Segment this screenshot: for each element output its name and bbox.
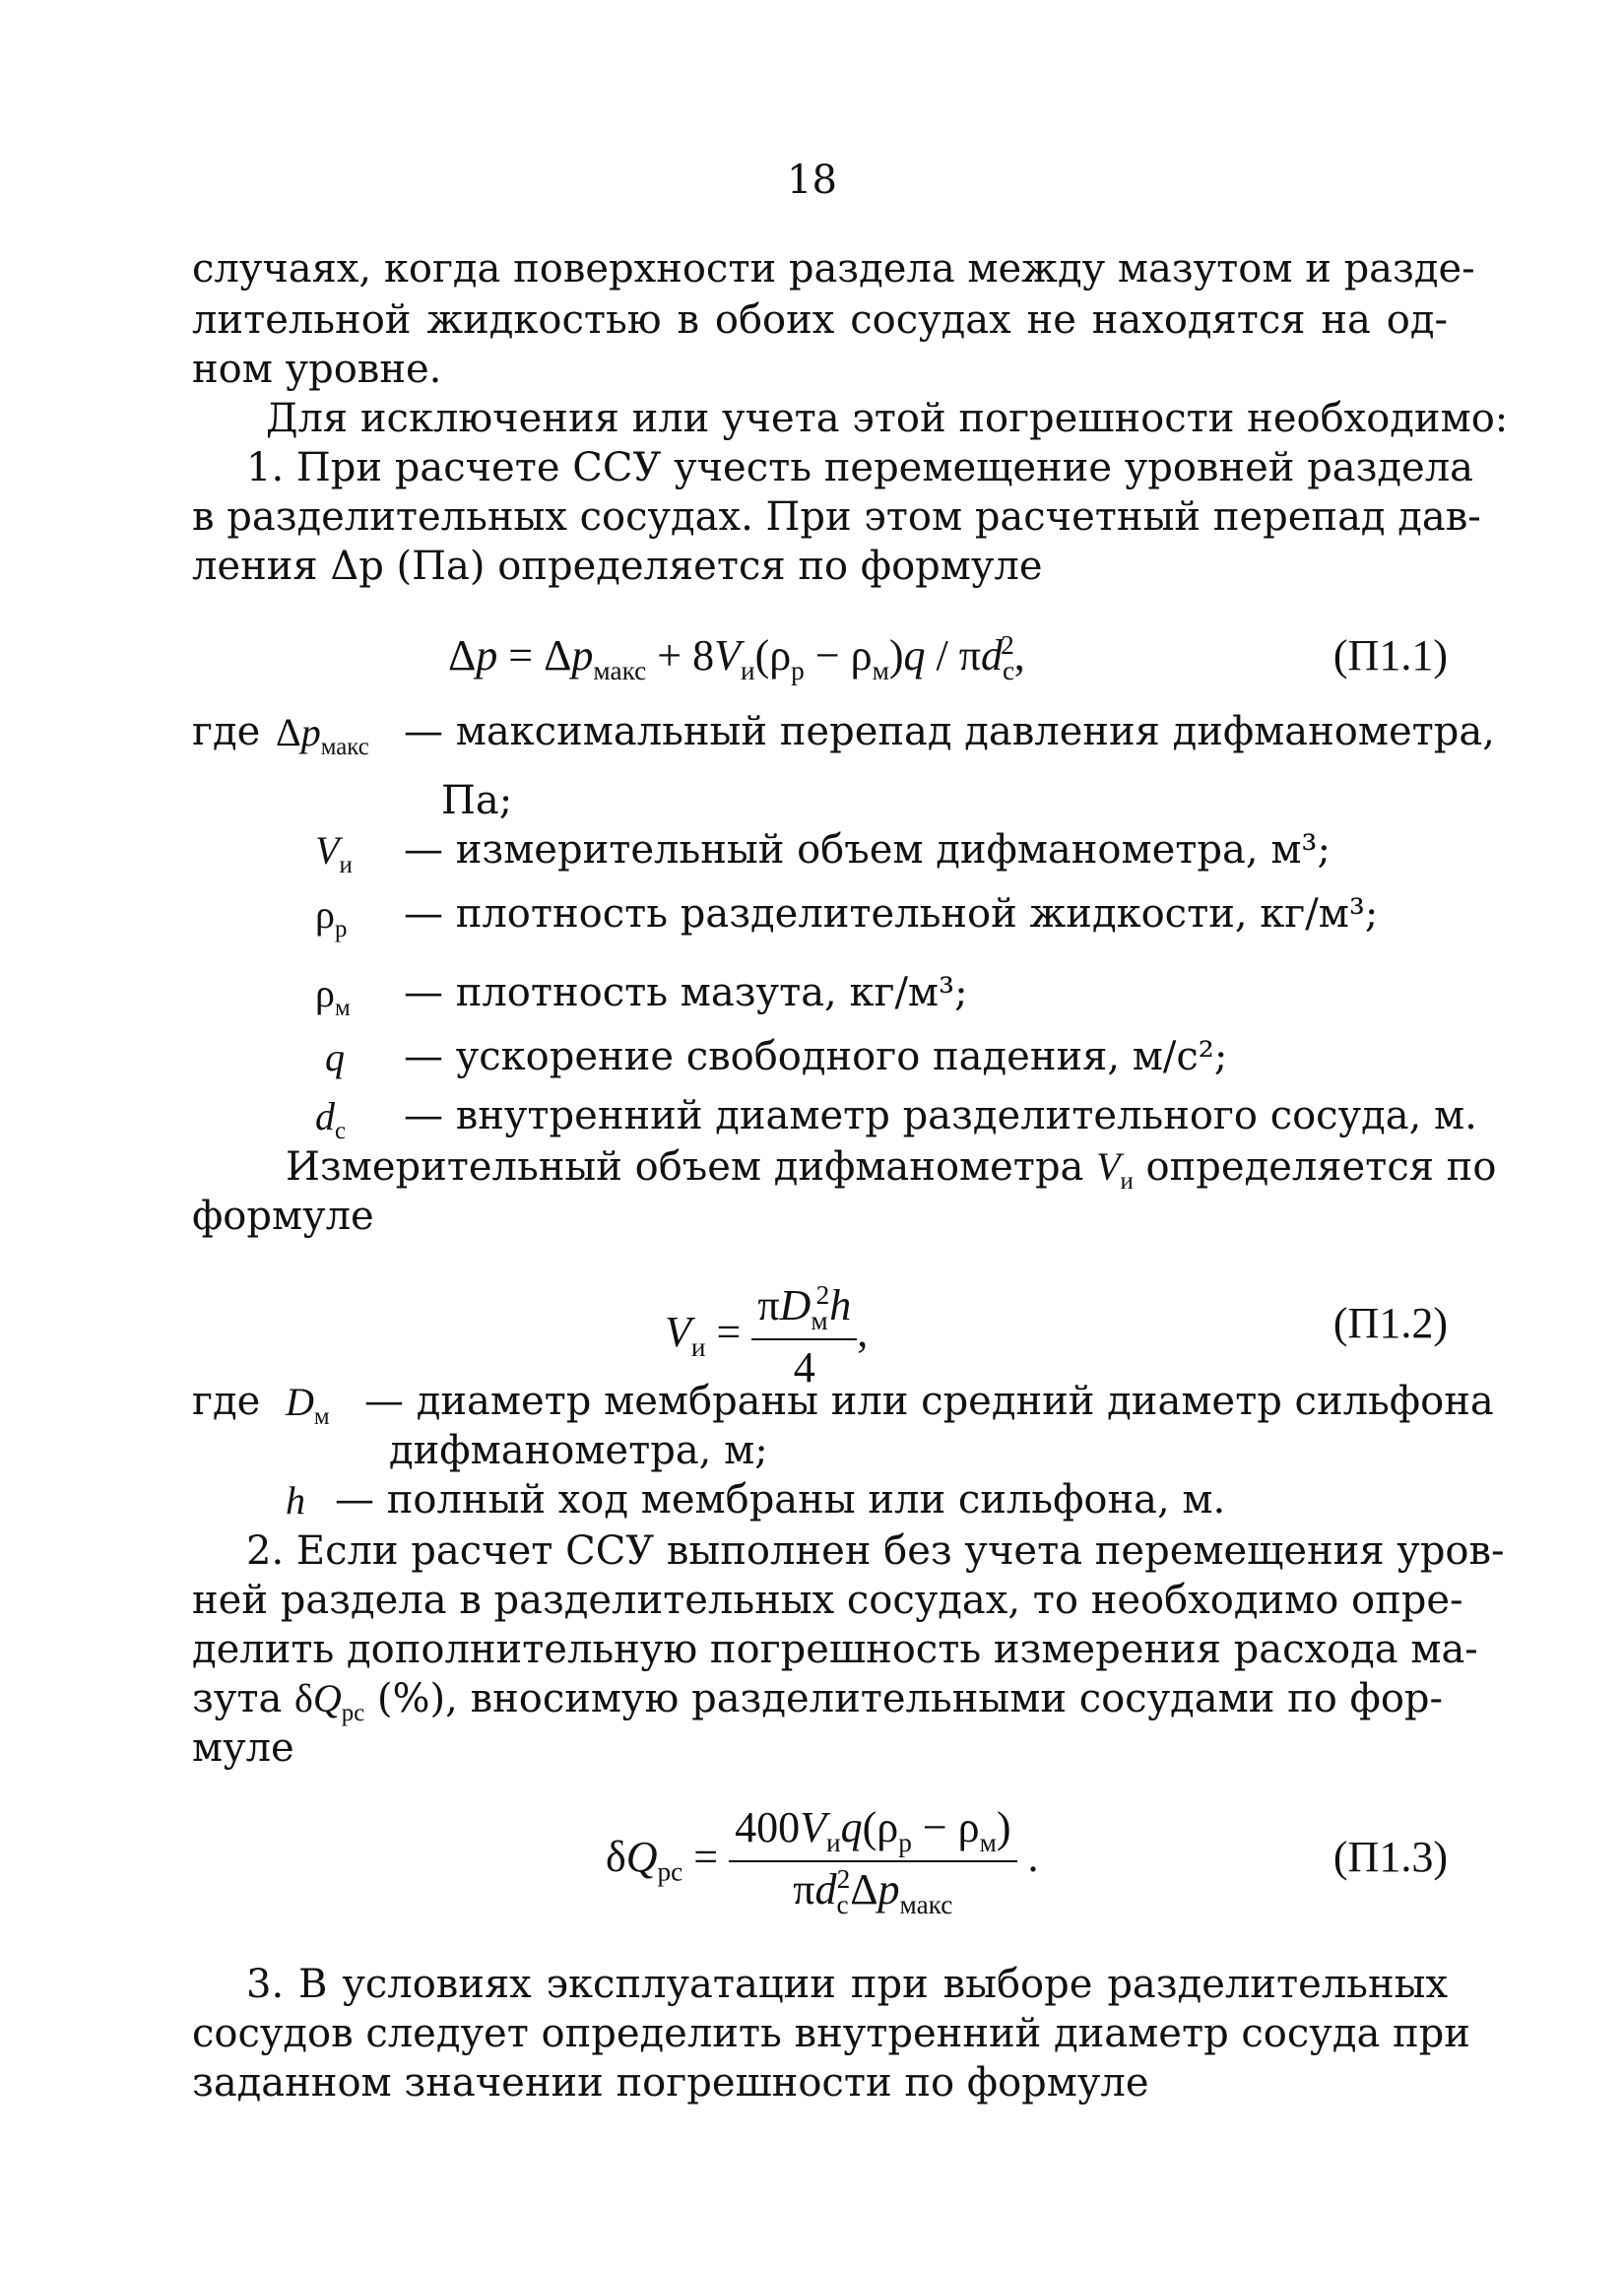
- formula-p1-2-number: (П1.2): [1332, 1299, 1448, 1347]
- symbol-dp-max: $\Delta p_{макс}$: [276, 710, 369, 760]
- formula-p1-2-expression: $V_и$ = $\frac{\pi D_м^2h}{4}$ ,: [665, 1280, 869, 1392]
- item2-line: ней раздела в разделительных сосудах, то необходимо опре-: [192, 1578, 1463, 1623]
- item2-line: 2. Если расчет ССУ выполнен без учета перемещения уров-: [246, 1528, 1505, 1574]
- formula-p1-1-expression: $\Delta p = \Delta p_{макс} + 8V_и(\rho_р - \rho_м)q / \pi d_с^2$,: [448, 630, 1025, 685]
- item2-text-tail: (%), вносимую разделительными сосудами по фор-: [376, 1676, 1444, 1721]
- definition-dm: — диаметр мембраны или средний диаметр сильфона: [364, 1379, 1494, 1424]
- symbol-rho-m: $\rho_м$: [315, 971, 351, 1021]
- definition-dp-max-unit: Па;: [441, 778, 513, 823]
- item3-line: сосудов следует определить внутренний диаметр сосуда при: [192, 2011, 1470, 2056]
- symbol-vi: $V_и$: [315, 828, 353, 878]
- vi-paragraph-text: Измерительный объем дифманометра: [286, 1144, 1084, 1190]
- item2-text: зута: [192, 1676, 283, 1721]
- where-label: где: [192, 709, 261, 754]
- vi-symbol-inline: $V_и$: [1096, 1144, 1134, 1195]
- paragraph-line: ном уровне.: [192, 347, 442, 392]
- formula-p1-1: [192, 630, 1448, 689]
- page-number: 18: [787, 158, 837, 203]
- symbol-h: h: [286, 1478, 305, 1523]
- formula-p1-3-number: (П1.3): [1332, 1833, 1448, 1881]
- symbol-g: q: [325, 1035, 345, 1079]
- where-label-2: где: [192, 1379, 261, 1424]
- item1-line: ления Δр (Па) определяется по формуле: [192, 544, 1043, 589]
- definition-g: — ускорение свободного падения, м/с²;: [404, 1034, 1228, 1079]
- paragraph-line: Для исключения или учета этой погрешности необходимо:: [266, 396, 1509, 441]
- definition-dc: — внутренний диаметр разделительного сосуда, м.: [404, 1093, 1477, 1138]
- formula-p1-2: [192, 1270, 1448, 1392]
- definition-vi: — измерительный объем дифманометра, м³;: [404, 827, 1331, 873]
- formula-p1-3: [192, 1792, 1448, 1919]
- definition-rho-m: — плотность мазута, кг/м³;: [404, 970, 968, 1015]
- formula-p1-1-number: (П1.1): [1332, 631, 1448, 680]
- item3-line: заданном значении погрешности по формуле: [192, 2060, 1149, 2106]
- definition-rho-p: — плотность разделительной жидкости, кг/м³;: [404, 891, 1379, 937]
- definition-dm-cont: дифманометра, м;: [389, 1428, 768, 1473]
- paragraph-line: случаях, когда поверхности раздела между мазутом и разде-: [192, 246, 1475, 292]
- symbol-dm: $D_м$: [286, 1380, 330, 1430]
- vi-paragraph-line2: формуле: [192, 1194, 374, 1239]
- formula-p1-3-expression: $\delta Q_{рс}$ = $\frac{400V_иq(\rho_р - \rho_м)}{\pi d_с^2\Delta p_{макс}}$ .: [606, 1803, 1039, 1919]
- symbol-dc: $d_с$: [315, 1094, 347, 1144]
- vi-paragraph-tail: определяется по: [1145, 1144, 1497, 1190]
- item2-line: делить дополнительную погрешность измерения расхода ма-: [192, 1627, 1478, 1672]
- definition-h: — полный ход мембраны или сильфона, м.: [335, 1477, 1226, 1523]
- symbol-rho-p: $\rho_р$: [315, 892, 348, 942]
- item1-line: 1. При расчете ССУ учесть перемещение уровней раздела: [246, 445, 1473, 490]
- paragraph-line: лительной жидкостью в обоих сосудах не находятся на од-: [192, 297, 1448, 343]
- definition-dp-max: — максимальный перепад давления дифманометра,: [404, 709, 1495, 754]
- dq-symbol-inline: $\delta Q_{рс}$: [294, 1676, 365, 1726]
- item3-line: 3. В условиях эксплуатации при выборе разделительных: [246, 1962, 1448, 2007]
- item1-line: в разделительных сосудах. При этом расчетный перепад дав-: [192, 494, 1481, 540]
- item2-line: муле: [192, 1725, 294, 1771]
